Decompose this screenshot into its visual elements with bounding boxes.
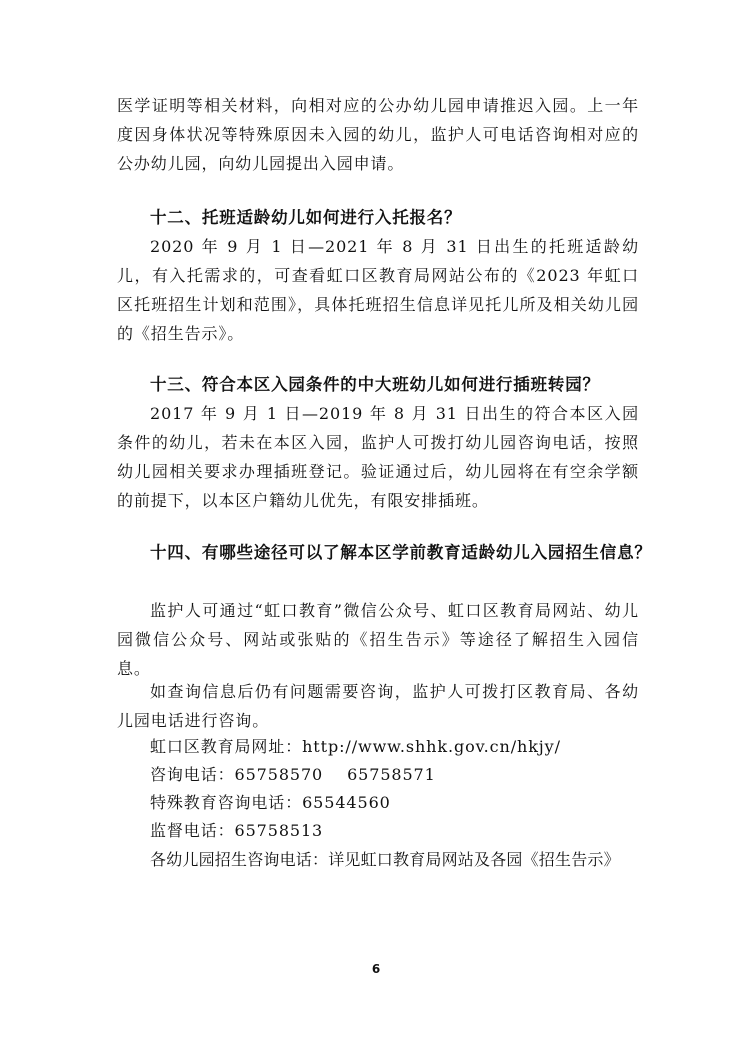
section-12-body: 2020 年 9 月 1 日—2021 年 8 月 31 日出生的托班适龄幼儿，有入托需求的，可查看虹口区教育局网站公布的《2023 年虹口区托班招生计划和范围》，具体托班招生信息详见托儿所及相关幼儿园的《招生告示》。 xyxy=(117,237,639,343)
section-14-body-2: 如查询信息后仍有问题需要咨询，监护人可拨打区教育局、各幼儿园电话进行咨询。 xyxy=(117,682,639,730)
page-number: 6 xyxy=(371,962,381,976)
section-14-body-1: 监护人可通过“虹口教育”微信公众号、虹口区教育局网站、幼儿园微信公众号、网站或张贴的《招生告示》等途径了解招生入园信息。 xyxy=(117,601,639,678)
section-14-heading: 十四、有哪些途径可以了解本区学前教育适龄幼儿入园招生信息？ xyxy=(150,543,652,562)
section-13-heading: 十三、符合本区入园条件的中大班幼儿如何进行插班转园？ xyxy=(150,375,600,394)
special-education-phone-line: 特殊教育咨询电话：65544560 xyxy=(150,793,391,812)
top-paragraph: 医学证明等相关材料，向相对应的公办幼儿园申请推迟入园。上一年度因身体状况等特殊原因未入园的幼儿，监护人可电话咨询相对应的公办幼儿园，向幼儿园提出入园申请。 xyxy=(117,96,639,173)
supervision-phone-line: 监督电话：65758513 xyxy=(150,821,324,840)
section-13-body: 2017 年 9 月 1 日—2019 年 8 月 31 日出生的符合本区入园条件的幼儿，若未在本区入园，监护人可拨打幼儿园咨询电话，按照幼儿园相关要求办理插班登记。验证通过后，幼儿园将在有空余学额的前提下，以本区户籍幼儿优先，有限安排插班。 xyxy=(117,404,639,510)
website-line: 虹口区教育局网址：http://www.shhk.gov.cn/hkjy/ xyxy=(150,737,561,756)
consult-phone-line: 咨询电话：65758570 65758571 xyxy=(150,765,436,784)
section-12-heading: 十二、托班适龄幼儿如何进行入托报名？ xyxy=(150,208,462,227)
kindergarten-phone-line: 各幼儿园招生咨询电话：详见虹口教育局网站及各园《招生告示》 xyxy=(150,850,620,869)
